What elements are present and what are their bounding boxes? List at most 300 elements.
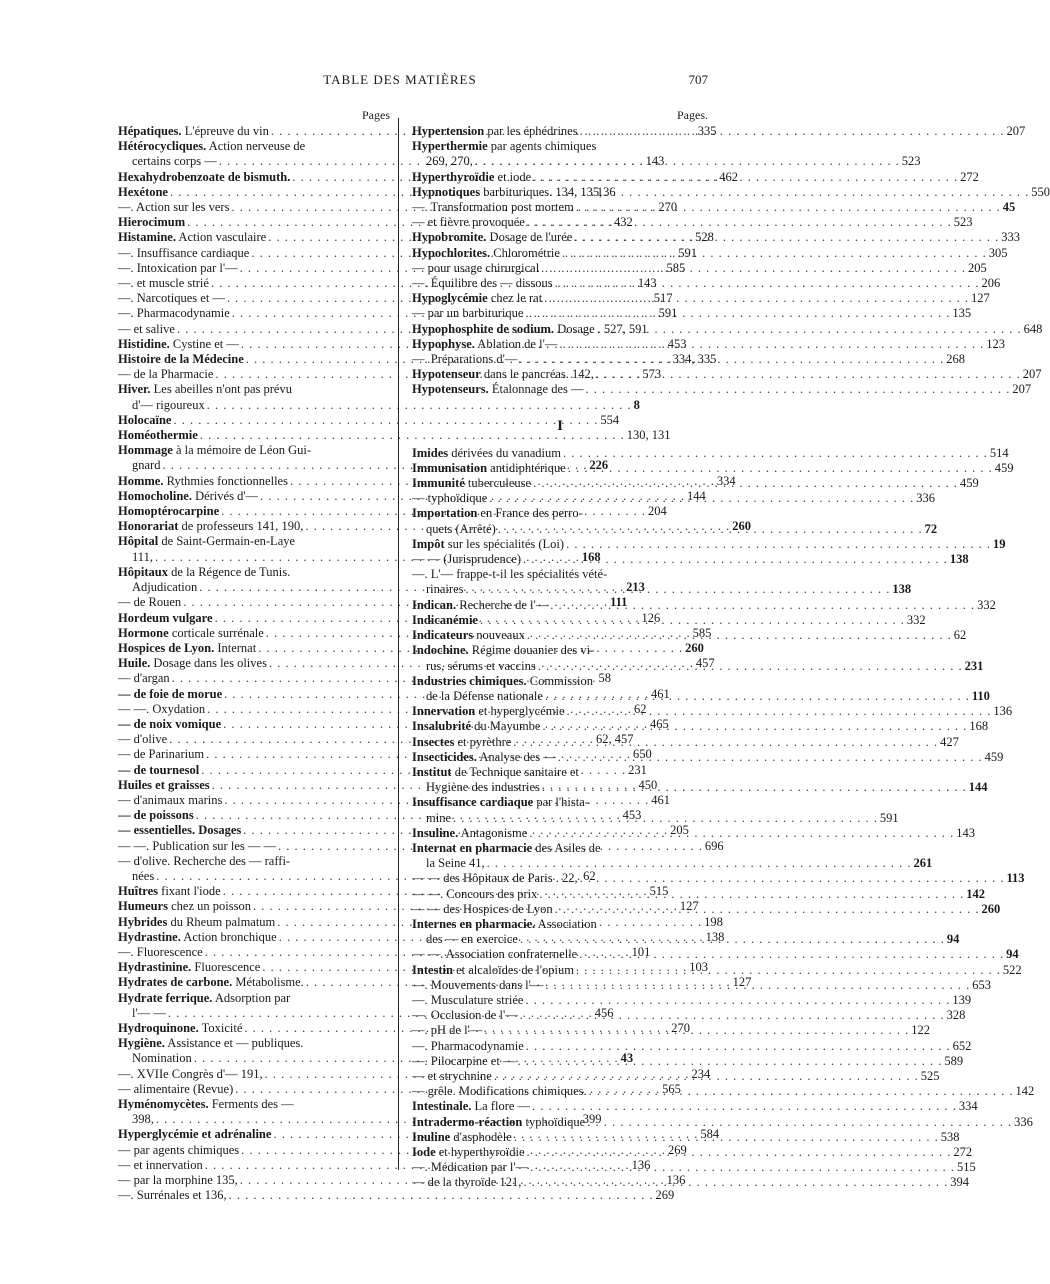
- entry-text: [118, 656, 267, 671]
- page-reference: 143: [637, 276, 657, 291]
- dot-leader: [527, 1142, 952, 1160]
- dot-leader: [563, 446, 988, 461]
- entry-text: [118, 276, 209, 291]
- index-entry: [412, 640, 708, 658]
- entry-headword: Immunité: [412, 476, 465, 491]
- page-reference: 206: [981, 276, 1001, 291]
- entry-subtext: — —. Oxydation: [118, 701, 206, 716]
- entry-headword: Hôpitaux: [118, 564, 169, 579]
- page-reference: 459: [984, 749, 1004, 764]
- entry-text: [118, 1097, 294, 1112]
- page-reference: 142: [966, 886, 985, 901]
- entry-text: [412, 170, 531, 185]
- entry-subtext: de Saint-Germain-en-Laye: [158, 534, 296, 549]
- page-reference: 113: [1006, 871, 1025, 886]
- dot-leader: [538, 659, 963, 674]
- entry-text: [412, 704, 565, 719]
- page-reference: 565: [662, 1081, 681, 1096]
- index-entry: [412, 1175, 969, 1190]
- entry-text: [118, 1127, 271, 1142]
- entry-text: [412, 261, 539, 276]
- entry-subtext: Hygiène des industries: [426, 780, 540, 795]
- dot-leader: [494, 1066, 919, 1084]
- entry-subtext: du Rheum palmatum: [167, 914, 276, 929]
- entry-subtext: par l'hista-: [533, 795, 589, 810]
- entry-subtext: 398,: [132, 1112, 154, 1127]
- entry-headword: Honorariat: [118, 519, 179, 534]
- page-reference: 584: [700, 1127, 720, 1142]
- page-reference: 19: [992, 536, 1006, 551]
- entry-subtext: — —. Concours des prix: [412, 886, 538, 901]
- entry-subtext: —. Musculature striée: [412, 992, 524, 1007]
- page-reference: 591: [879, 810, 899, 825]
- entry-headword: Histidine.: [118, 336, 170, 351]
- dot-leader: [589, 1081, 1014, 1099]
- index-entry: [412, 674, 708, 689]
- entry-text: [118, 1173, 238, 1188]
- entry-text: [118, 306, 230, 321]
- entry-headword: Indican.: [412, 597, 457, 612]
- entry-headword: Hierocimum: [118, 215, 186, 230]
- index-entry: [412, 1053, 964, 1069]
- page-reference: 261: [913, 856, 933, 871]
- entry-headword: Hommage: [118, 443, 173, 458]
- index-entry: [412, 215, 973, 230]
- entry-headword: Huîtres: [118, 884, 159, 899]
- entry-text: [412, 154, 473, 169]
- page-reference: 101: [631, 944, 651, 959]
- dot-leader: [514, 1130, 939, 1145]
- page-reference: 333: [1001, 230, 1020, 245]
- dot-leader: [541, 261, 966, 276]
- page-reference: 126: [641, 610, 661, 625]
- entry-subtext: chez un poisson: [168, 899, 251, 914]
- index-entry: [412, 856, 933, 871]
- entry-headword: Hypotenseur: [412, 367, 481, 382]
- entry-subtext: —. Pharmacodynamie: [412, 1038, 524, 1053]
- dot-leader: [487, 856, 912, 871]
- entry-text: [412, 1115, 585, 1130]
- page-reference: 168: [969, 719, 989, 734]
- entry-subtext: et pyrèthre: [454, 734, 512, 749]
- entry-subtext: — de noix vomique: [118, 716, 222, 731]
- entry-text: [118, 200, 229, 215]
- index-entry: [118, 1097, 390, 1112]
- entry-text: [412, 1054, 515, 1069]
- page-reference: 269: [655, 1188, 675, 1203]
- entry-headword: Hypobromite.: [412, 230, 487, 245]
- dot-leader: [576, 963, 1001, 978]
- index-entry: [412, 701, 1013, 719]
- entry-text: [412, 735, 511, 750]
- pages-label-right: Pages.: [677, 108, 708, 122]
- dot-leader: [550, 598, 975, 613]
- index-entry: [412, 245, 1008, 261]
- entry-headword: Intestinale.: [412, 1099, 472, 1114]
- index-entry: [412, 536, 1006, 552]
- entry-subtext: par les éphédrines: [484, 124, 578, 138]
- page-reference: 514: [989, 445, 1009, 460]
- entry-headword: Hormone: [118, 625, 169, 640]
- dot-leader: [576, 200, 1001, 215]
- page-reference: 136: [666, 1173, 686, 1188]
- dot-leader: [574, 230, 999, 245]
- entry-headword: Hydrastinine.: [118, 960, 192, 975]
- dot-leader: [532, 1099, 957, 1114]
- index-entry: [118, 382, 390, 397]
- page-reference: 205: [968, 260, 987, 275]
- pages-label: Pages: [362, 108, 390, 122]
- index-entry: [412, 291, 990, 306]
- page-reference: 528: [695, 230, 714, 245]
- entry-headword: Immunisation: [412, 460, 488, 475]
- entry-subtext: Antagonisme: [458, 825, 528, 840]
- entry-subtext: —. Médication par l'—: [412, 1160, 529, 1175]
- entry-text: [118, 215, 185, 230]
- entry-subtext: Fluorescence: [191, 960, 261, 975]
- index-entry: [118, 443, 390, 458]
- entry-text: [412, 765, 579, 780]
- dot-leader: [520, 929, 945, 947]
- entry-text: [118, 1188, 227, 1203]
- page-reference: 139: [952, 992, 972, 1007]
- entry-text: [118, 1006, 166, 1021]
- index-entry: [118, 139, 390, 154]
- dot-leader: [526, 1039, 951, 1054]
- entry-subtext: des Asiles de: [532, 840, 601, 855]
- entry-subtext: certains corps —: [132, 154, 217, 169]
- index-entry: [412, 1099, 978, 1114]
- entry-subtext: des — en exercice: [426, 932, 518, 947]
- dot-leader: [542, 777, 967, 795]
- page-reference: 138: [949, 552, 969, 567]
- dot-leader: [580, 868, 1005, 886]
- entry-text: [412, 230, 572, 245]
- dot-leader: [587, 1115, 1012, 1130]
- index-entry: [412, 777, 988, 795]
- index-entry: [412, 886, 985, 902]
- entry-subtext: de Technique sanitaire et: [451, 764, 579, 779]
- page-reference: 269: [668, 1142, 687, 1157]
- entry-subtext: —. Narcotiques et —: [118, 291, 225, 306]
- entry-text: [118, 458, 160, 473]
- entry-text: [412, 476, 531, 491]
- entry-text: [118, 489, 258, 504]
- page-reference: 127: [732, 975, 752, 990]
- entry-text: [118, 915, 275, 930]
- entry-subtext: Métabolisme.: [232, 975, 304, 990]
- dot-leader: [530, 1157, 955, 1175]
- index-entry: [412, 230, 1020, 245]
- entry-text: [412, 780, 540, 795]
- index-entry: [412, 352, 965, 367]
- entry-text: [118, 170, 290, 185]
- entry-subtext: Étalonnage des —: [488, 382, 584, 397]
- entry-text: [118, 626, 264, 641]
- entry-text: [118, 565, 290, 580]
- index-entry: [118, 428, 671, 443]
- entry-subtext: — et salive: [118, 321, 175, 336]
- entry-text: [412, 1039, 524, 1054]
- index-entry: [412, 597, 996, 613]
- page-reference: 143: [956, 825, 975, 840]
- entry-headword: Hexétone: [118, 184, 168, 199]
- page-reference: 234: [691, 1066, 711, 1081]
- entry-headword: Hydrastine.: [118, 929, 181, 944]
- entry-text: [412, 826, 527, 841]
- page-reference: 538: [940, 1129, 960, 1144]
- index-entry: [412, 382, 1032, 397]
- entry-subtext: Rythmies fonctionnelles: [163, 473, 288, 488]
- entry-headword: Holocaïne: [118, 412, 172, 427]
- index-entry: [412, 445, 1009, 461]
- entry-headword: Insecticides.: [412, 749, 477, 764]
- entry-subtext: —. Fluorescence: [118, 944, 203, 959]
- entry-subtext: la Seine 41,: [426, 856, 485, 871]
- page-reference: 231: [964, 658, 984, 673]
- dot-leader: [498, 522, 923, 537]
- dot-leader: [545, 686, 970, 704]
- entry-subtext: antidiphtérique: [487, 460, 566, 475]
- entry-subtext: Régime douanier des vi-: [468, 643, 595, 658]
- index-entry: [412, 154, 921, 169]
- entry-headword: Institut: [412, 764, 452, 779]
- entry-headword: Hépatiques.: [118, 124, 182, 138]
- page-reference: 334: [716, 473, 736, 488]
- dot-leader: [517, 1054, 942, 1069]
- index-entry: [412, 260, 987, 276]
- index-entry: [412, 321, 1043, 337]
- entry-subtext: Dosage de l'urée: [486, 230, 573, 245]
- entry-subtext: —. Transformation post mortem: [412, 200, 574, 215]
- index-entry: [412, 901, 1001, 917]
- entry-text: [118, 504, 219, 519]
- page-reference: 204: [648, 504, 667, 519]
- entry-subtext: de la Régence de Tunis.: [168, 564, 291, 579]
- entry-subtext: du Mayumbe: [471, 719, 541, 734]
- page-reference: 94: [946, 932, 960, 947]
- entry-headword: Impôt: [412, 536, 445, 551]
- page-reference: 260: [732, 519, 752, 534]
- index-entry: [412, 549, 969, 567]
- page-reference: 653: [972, 977, 992, 992]
- entry-text: [118, 1158, 203, 1173]
- page-reference: 652: [952, 1038, 972, 1053]
- entry-text: [118, 763, 199, 778]
- page-header: [0, 72, 800, 92]
- page-reference: 550: [1031, 184, 1050, 199]
- page-reference: 272: [960, 169, 979, 184]
- entry-text: [412, 276, 553, 291]
- entry-headword: Hétérocycliques.: [118, 139, 207, 154]
- page-reference: 144: [686, 488, 706, 503]
- entry-text: [412, 598, 548, 613]
- entry-subtext: Action bronchique: [180, 929, 277, 944]
- entry-subtext: l'— —: [132, 1005, 166, 1020]
- dot-leader: [465, 582, 890, 597]
- entry-subtext: — d'olive: [118, 732, 168, 747]
- entry-subtext: Association: [535, 916, 597, 931]
- page-reference: 62: [634, 701, 647, 716]
- page-reference: 207: [1022, 367, 1042, 382]
- entry-headword: Intestin: [412, 962, 453, 977]
- dot-leader: [525, 306, 950, 321]
- entry-headword: Hyperglycémie et adrénaline: [118, 1127, 272, 1142]
- entry-text: [412, 139, 596, 154]
- page-number: 707: [688, 72, 708, 87]
- page-reference: 122: [911, 1023, 930, 1038]
- page-reference: 453: [622, 808, 642, 823]
- entry-subtext: à la mémoire de Léon Gui-: [172, 443, 312, 458]
- entry-subtext: — par agents chimiques: [118, 1142, 240, 1157]
- entry-subtext: nées: [132, 868, 155, 883]
- dot-leader: [542, 716, 967, 734]
- entry-text: [412, 902, 553, 917]
- entry-subtext: barbituriques. 134, 135,: [480, 184, 603, 199]
- index-entry: [412, 734, 959, 750]
- page-reference: 336: [1014, 1114, 1033, 1129]
- entry-text: [118, 991, 290, 1006]
- entry-headword: Hypochlorites.: [412, 245, 491, 260]
- entry-text: [412, 1099, 530, 1114]
- entry-text: [118, 154, 217, 169]
- entry-subtext: quets (Arrêté): [426, 521, 496, 536]
- page-reference: 517: [653, 291, 673, 306]
- entry-subtext: — — des Hospices de Lyon: [412, 901, 553, 916]
- entry-headword: Humeurs: [118, 899, 168, 914]
- index-entry: [412, 1142, 973, 1160]
- entry-headword: Hexahydrobenzoate de bismuth.: [118, 169, 291, 184]
- entry-text: [118, 1143, 239, 1158]
- entry-headword: Hybrides: [118, 914, 168, 929]
- entry-text: [412, 613, 478, 628]
- entry-headword: Insuline.: [412, 825, 459, 840]
- entry-subtext: rinaires: [426, 582, 464, 597]
- entry-text: [118, 550, 153, 565]
- page-reference: 168: [581, 549, 601, 564]
- entry-subtext: — alimentaire (Revue): [118, 1081, 234, 1096]
- page-reference: 589: [944, 1053, 964, 1068]
- index-entry: [412, 792, 708, 810]
- entry-text: [412, 1130, 512, 1145]
- page-reference: 260: [981, 901, 1001, 916]
- page-reference: 260: [685, 640, 704, 655]
- page-reference: 62, 457: [596, 732, 634, 747]
- entry-subtext: —. Occlusion de l'—: [412, 1008, 518, 1023]
- entry-headword: Hyperthermie: [412, 139, 488, 154]
- page-reference: 585: [666, 260, 686, 275]
- dot-leader: [544, 291, 969, 306]
- dot-leader: [580, 124, 1005, 139]
- entry-subtext: La flore —: [471, 1099, 531, 1114]
- entry-text: [412, 1008, 518, 1023]
- page-reference: 111: [610, 595, 628, 610]
- page-reference: 205: [670, 823, 689, 838]
- entry-text: [412, 841, 601, 856]
- entry-text: [118, 230, 266, 245]
- page-reference: 554: [600, 412, 620, 427]
- dot-leader: [539, 887, 964, 902]
- dot-leader: [480, 610, 905, 628]
- entry-text: [412, 628, 525, 643]
- page-reference: 207: [1006, 124, 1026, 138]
- entry-text: [412, 795, 589, 810]
- entry-text: [412, 567, 607, 582]
- index-entry: [412, 1066, 940, 1084]
- entry-text: [412, 963, 574, 978]
- entry-text: [412, 352, 517, 367]
- page-reference: 459: [994, 460, 1014, 475]
- page-reference: 130, 131: [626, 428, 671, 443]
- entry-text: [118, 1112, 154, 1127]
- index-entry: [118, 1188, 675, 1203]
- entry-text: [118, 1051, 192, 1066]
- page-reference: 334: [958, 1099, 978, 1114]
- index-entry: [412, 762, 708, 780]
- index-entry: [412, 944, 1019, 962]
- entry-text: [118, 778, 210, 793]
- entry-headword: Industries chimiques.: [412, 673, 527, 688]
- page-reference: 332: [906, 612, 926, 627]
- page-reference: 58: [598, 671, 612, 686]
- index-entry: [412, 367, 1042, 382]
- dot-leader: [555, 902, 980, 917]
- entry-text: [412, 537, 564, 552]
- page-reference: 457: [695, 656, 715, 671]
- entry-headword: Indochine.: [412, 643, 469, 658]
- page-reference: 138: [705, 929, 725, 944]
- entry-text: [412, 215, 525, 230]
- entry-text: [118, 671, 170, 686]
- page-reference: 138: [892, 582, 912, 597]
- page-reference: 43: [620, 1051, 634, 1066]
- page-reference: 515: [649, 884, 669, 899]
- entry-text: [412, 367, 594, 382]
- index-entry: [412, 610, 926, 628]
- entry-subtext: — pour usage chirurgical: [412, 260, 540, 275]
- entry-text: [412, 200, 574, 215]
- dot-leader: [475, 154, 900, 169]
- index-entry: [412, 336, 1005, 352]
- entry-text: [412, 522, 496, 537]
- page-reference: 459: [959, 476, 979, 491]
- page-reference: 198: [704, 914, 723, 929]
- page-reference: 394: [950, 1175, 969, 1190]
- page-reference: 453: [667, 336, 687, 351]
- entry-subtext: — d'olive. Recherche des — raffi-: [118, 853, 291, 868]
- entry-text: [118, 428, 198, 443]
- entry-subtext: Analyse des —: [476, 749, 556, 764]
- entry-text: [118, 398, 205, 413]
- entry-subtext: —. Intoxication par l'—: [118, 260, 238, 275]
- entry-text: [412, 750, 556, 765]
- entry-subtext: en France des perro-: [477, 506, 583, 521]
- entry-subtext: 111,: [132, 549, 153, 564]
- entry-text: [412, 1069, 492, 1084]
- entry-subtext: — de la thyroïde 121,: [412, 1175, 522, 1190]
- entry-text: [118, 261, 238, 276]
- entry-subtext: d'asphodèle: [450, 1129, 512, 1144]
- entry-text: [412, 461, 566, 476]
- entry-text: [412, 246, 560, 261]
- entry-subtext: — de la Pharmacie: [118, 367, 214, 382]
- dot-leader: [568, 461, 993, 476]
- entry-headword: Hypertension: [412, 124, 485, 138]
- index-entry: [412, 962, 1022, 978]
- page-reference: 522: [1002, 962, 1022, 977]
- dot-leader: [597, 322, 1022, 337]
- entry-subtext: —. L'— frappe-t-il les spécialités vété-: [412, 567, 608, 582]
